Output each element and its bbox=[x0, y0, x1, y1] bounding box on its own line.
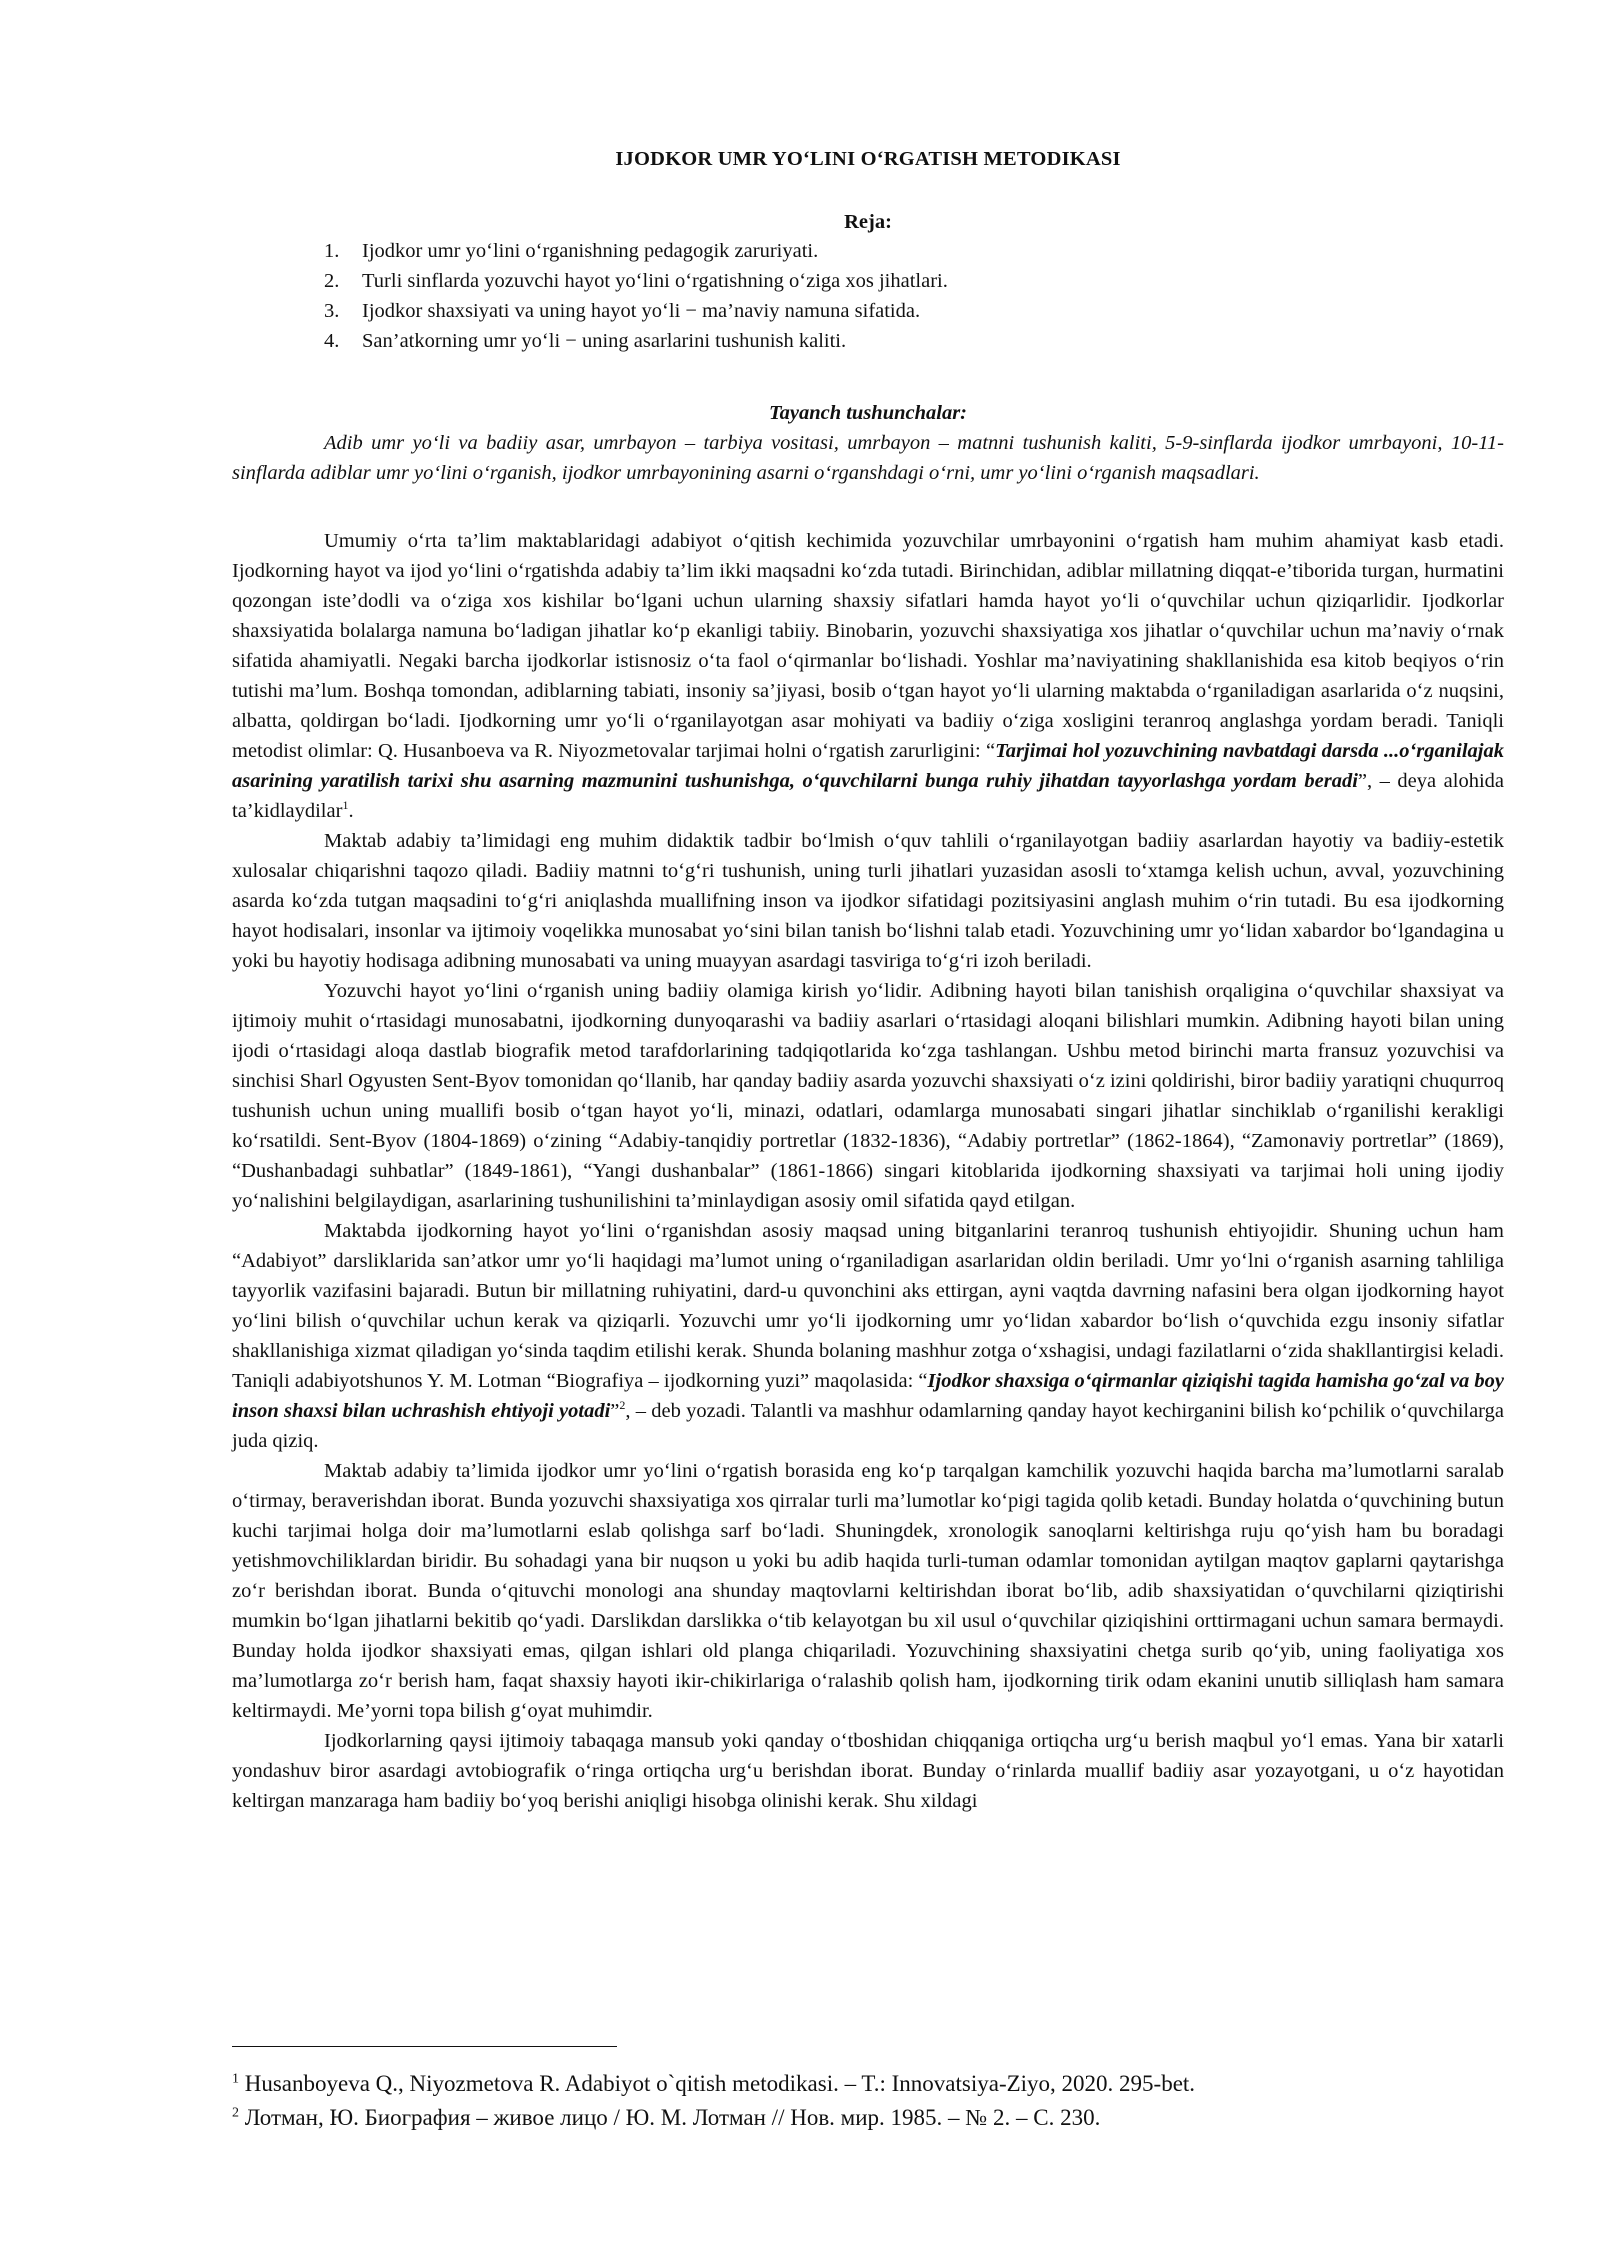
plan-item-number: 4. bbox=[324, 330, 340, 352]
quote-husanboyeva: Tarjimai hol yozuvchining navbatdagi darsda ...o‘rganilajak asarining yaratilish tarixi shu asarning mazmunini tushunishga, o‘quvchilarni bunga ruhiy jihatdan tayyorlashga yordam beradi bbox=[232, 740, 1504, 792]
paragraph-1-text: Umumiy o‘rta ta’lim maktablaridagi adabiyot o‘qitish kechimida yozuvchilar umrbayonini o‘rgatish ham muhim ahamiyat kasb etadi. Ijodkorning hayot va ijod yo‘lini o‘rgatishda adabiy ta’lim ikki maqsadni ko‘zda tutadi. Birinchidan, adiblar millatning diqqat-e’tiborida turgan, hurmatini qozongan iste’dodli va o‘ziga xos kishilar bo‘lgani uchun ularning shaxsiy sifatlari hamda hayot yo‘li o‘quvchilar uchun qiziqarlidir. Ijodkorlar shaxsiyatida bolalarga namuna bo‘ladigan jihatlar ko‘p ekanligi tabiiy. Binobarin, yozuvchi shaxsiyatiga xos jihatlar o‘quvchilar uchun ma’naviy o‘rnak sifatida ahamiyatli. Negaki barcha ijodkorlar istisnosiz o‘ta faol o‘qirmanlar bo‘lishadi. Yoshlar ma’naviyatining shakllanishida esa kitob beqiyos o‘rin tutishi ma’lum. Boshqa tomondan, adiblarning tabiati, insoniy sa’jiyasi, bosib o‘tgan hayot yo‘li ularning maktabda o‘rganiladigan asarlarida o‘z nuqsini, albatta, qoldirgan bo‘ladi. Ijodkorning umr yo‘li o‘rganilayotgan asar mohiyati va badiiy o‘ziga xosligini teranroq anglashga yordam beradi. Taniqli metodist olimlar: Q. Husanboeva va R. Niyozmetovalar tarjimai holni o‘rgatish zarurligini: “ bbox=[232, 530, 1504, 762]
keywords-section bbox=[232, 398, 1504, 488]
paragraph-4-quote-close: ” bbox=[610, 1400, 620, 1422]
paragraph-1-end: . bbox=[348, 800, 354, 822]
plan-item-text: San’atkorning umr yo‘li − uning asarlarini tushunish kaliti. bbox=[362, 330, 847, 352]
paragraph-4 bbox=[232, 1216, 1504, 1456]
paragraph-1 bbox=[232, 526, 1504, 826]
paragraph-5: Maktab adabiy ta’limida ijodkor umr yo‘lini o‘rgatish borasida eng ko‘p tarqalgan kamchilik yozuvchi haqida barcha ma’lumotlarni saralab o‘tirmay, beraverishdan iborat. Bunda yozuvchi shaxsiyatiga xos qirralar turli ma’lumotlar ko‘pigi tagida qolib ketadi. Bunday holatda o‘quvchining butun kuchi tarjimai holga doir ma’lumotlarni eslab qolishga sarf bo‘ladi. Shuningdek, xronologik sanoqlarni keltirishga ruju qo‘yish ham bu boradagi yetishmovchiliklardan biridir. Bu sohadagi yana bir nuqson u yoki bu adib haqida turli-tuman odamlar tomonidan aytilgan maqtov gaplarni qaytarishga zo‘r berishdan iborat. Bunda o‘qituvchi monologi ana shunday maqtovlarni keltirishdan iborat bo‘lib, adib shaxsiyatidan o‘quvchilarni qiziqtirishi mumkin bo‘lgan jihatlarni bekitib qo‘yadi. Darslikdan darslikka o‘tib kelayotgan bu xil usul o‘quvchilar qiziqishini orttirmagani uchun samara bermaydi. Bunday holda ijodkor shaxsiyati emas, qilgan ishlari old planga chiqariladi. Yozuvchining shaxsiyatini chetga surib qo‘yib, uning faoliyatiga xos ma’lumotlarga zo‘r berish ham, faqat shaxsiy hayoti ikir-chikirlariga o‘ralashib qolish ham, ijodkorning tirik odam ekanini unutib silliqlash ham samara keltirmaydi. Me’yorni topa bilish g‘oyat muhimdir. bbox=[232, 1460, 1504, 1722]
footnote-1-text: Husanboyeva Q., Niyozmetova R. Adabiyot o`qitish metodikasi. – T.: Innovatsiya-Ziyo, 2020. 295-bet. bbox=[239, 2071, 1196, 2096]
paragraph-6: Ijodkorlarning qaysi ijtimoiy tabaqaga mansub yoki qanday o‘tboshidan chiqqaniga ortiqcha urg‘u berish maqbul yo‘l emas. Yana bir xatarli yondashuv biror asardagi avtobiografik o‘ringa ortiqcha urg‘u berishdan iborat. Bunday o‘rinlarda muallif badiiy asar yozayotgani, u o‘z hayotidan keltirgan manzaraga ham badiiy bo‘yoq berishi aniqligi hisobga olinishi kerak. Shu xildagi bbox=[232, 1730, 1504, 1812]
document-title: IJODKOR UMR YO‘LINI O‘RGATISH METODIKASI bbox=[615, 148, 1121, 170]
body-text bbox=[232, 526, 1504, 1816]
keywords-heading: Tayanch tushunchalar: bbox=[768, 402, 968, 424]
paragraph-4-text: Maktabda ijodkorning hayot yo‘lini o‘rganishdan asosiy maqsad uning bitganlarini teranroq tushunish ehtiyojidir. Shuning uchun ham “Adabiyot” darsliklarida san’atkor umr yo‘li haqidagi ma’lumot uning o‘rganiladigan asarlaridan oldin beriladi. Umr yo‘lni o‘rganish asarning tahliliga tayyorlik vazifasini bajaradi. Butun bir millatning ruhiyatini, dard-u quvonchini aks ettirgan, ayni vaqtda davrning nafasini bera olgan ijodkorning hayot yo‘lini bilish o‘quvchilar uchun kerak va qiziqarli. Yozuvchi umr yo‘li ijodkorning umr yo‘lidan xabardor bo‘lish o‘quvchida ezgu insoniy sifatlar shakllanishiga xizmat qiladigan yo‘sinda taqdim etilishi kerak. Shunda bolaning mashhur zotga o‘xshagisi, undagi fazilatlarni o‘zida shakllantirgisi keladi. Taniqli adabiyotshunos Y. M. Lotman “Biografiya – ijodkorning yuzi” maqolasida: “ bbox=[232, 1220, 1504, 1392]
plan-heading: Reja: bbox=[844, 211, 892, 233]
plan-item-text: Turli sinflarda yozuvchi hayot yo‘lini o‘rgatishning o‘ziga xos jihatlari. bbox=[362, 270, 948, 292]
plan-list bbox=[232, 236, 1504, 356]
footnote-divider bbox=[232, 2046, 617, 2047]
footnote-2 bbox=[232, 2101, 1504, 2135]
plan-item-number: 3. bbox=[324, 300, 340, 322]
footnote-2-text: Лотман, Ю. Биография – живое лицо / Ю. М. Лотман // Нов. мир. 1985. – № 2. – С. 230. bbox=[239, 2105, 1101, 2130]
document-page bbox=[232, 148, 1504, 1816]
paragraph-1-tail: ”, – deya alohida ta’kidlaydilar bbox=[232, 770, 1504, 822]
footnote-1 bbox=[232, 2067, 1504, 2101]
footnote-ref-1[interactable]: 1 bbox=[342, 798, 349, 813]
plan-item-number: 1. bbox=[324, 240, 340, 262]
plan-item-text: Ijodkor umr yo‘lini o‘rganishning pedagogik zaruriyati. bbox=[362, 240, 819, 262]
plan-item bbox=[232, 236, 1504, 266]
keywords-text: Adib umr yo‘li va badiiy asar, umrbayon – tarbiya vositasi, umrbayon – matnni tushunish kaliti, 5-9-sinflarda ijodkor umrbayoni, 10-11-sinflarda adiblar umr yo‘lini o‘rganish, ijodkor umrbayonining asarni o‘rganshdagi o‘rni, umr yo‘lini o‘rganish maqsadlari. bbox=[232, 432, 1504, 484]
plan-item bbox=[232, 326, 1504, 356]
plan-item-number: 2. bbox=[324, 270, 340, 292]
plan-item-text: Ijodkor shaxsiyati va uning hayot yo‘li − ma’naviy namuna sifatida. bbox=[362, 300, 921, 322]
quote-lotman: Ijodkor shaxsiga o‘qirmanlar qiziqishi tagida hamisha go‘zal va boy inson shaxsi bilan uchrashish ehtiyoji yotadi bbox=[232, 1370, 1504, 1422]
paragraph-3: Yozuvchi hayot yo‘lini o‘rganish uning badiiy olamiga kirish yo‘lidir. Adibning hayoti bilan tanishish orqaligina o‘quvchilar shaxsiyat va ijtimoiy muhit o‘rtasidagi munosabatni, ijodkorning dunyoqarashi va badiiy asarlari o‘rtasidagi aloqani bilishlari mumkin. Adibning hayoti bilan uning ijodi o‘rtasidagi aloqa dastlab biografik metod tarafdorlarining tadqiqotlarida ko‘zga tashlangan. Ushbu metod birinchi marta fransuz yozuvchisi va sinchisi Sharl Ogyusten Sent-Byov tomonidan qo‘llanib, har qanday badiiy asarda yozuvchi shaxsiyati o‘z izini qoldirishi, biror badiiy yaratiqni chuqurroq tushunish uchun uning muallifi bosib o‘tgan hayot yo‘li, minazi, odatlari, odamlarga munosabati singari jihatlar sinchiklab o‘rganilishi kerakligi ko‘rsatildi. Sent-Byov (1804-1869) o‘zining “Adabiy-tanqidiy portretlar (1832-1836), “Adabiy portretlar” (1862-1864), “Zamonaviy portretlar” (1869), “Dushanbadagi suhbatlar” (1849-1861), “Yangi dushanbalar” (1861-1866) singari kitoblarida ijodkorning shaxsiyati va tarjimai holi uning ijodiy yo‘nalishini belgilaydigan, asarlarining tushunilishini ta’minlaydigan asosiy omil sifatida qayd etilgan. bbox=[232, 980, 1504, 1212]
footnote-1-number: 1 bbox=[232, 2071, 239, 2087]
footnote-ref-2[interactable]: 2 bbox=[619, 1398, 626, 1413]
paragraph-2: Maktab adabiy ta’limidagi eng muhim didaktik tadbir bo‘lmish o‘quv tahlili o‘rganilayotgan badiiy asarlardan hayotiy va badiiy-estetik xulosalar chiqarishni taqozo qiladi. Badiiy matnni to‘g‘ri tushunish, uning turli jihatlari yuzasidan asosli to‘xtamga kelish uchun, avval, yozuvchining asarda ko‘zda tutgan maqsadini to‘g‘ri aniqlashda muallifning inson va ijodkor sifatidagi pozitsiyasini anglash muhim o‘rin tutadi. Bu esa ijodkorning hayot hodisalari, insonlar va ijtimoiy voqelikka munosabat yo‘sini bilan tanish bo‘lishni talab etadi. Yozuvchining umr yo‘lidan xabardor bo‘lgandagina u yoki bu hayotiy hodisaga adibning munosabati va uning muayyan asardagi tasviriga to‘g‘ri izoh beriladi. bbox=[232, 830, 1504, 972]
footnote-2-number: 2 bbox=[232, 2105, 239, 2121]
plan-section bbox=[232, 211, 1504, 356]
plan-item bbox=[232, 296, 1504, 326]
paragraph-4-tail: , – deb yozadi. Talantli va mashhur odamlarning qanday hayot kechirganini bilish ko‘pchilik o‘quvchilarga juda qiziq. bbox=[232, 1400, 1504, 1452]
plan-item bbox=[232, 266, 1504, 296]
footnotes bbox=[232, 2046, 1504, 2135]
